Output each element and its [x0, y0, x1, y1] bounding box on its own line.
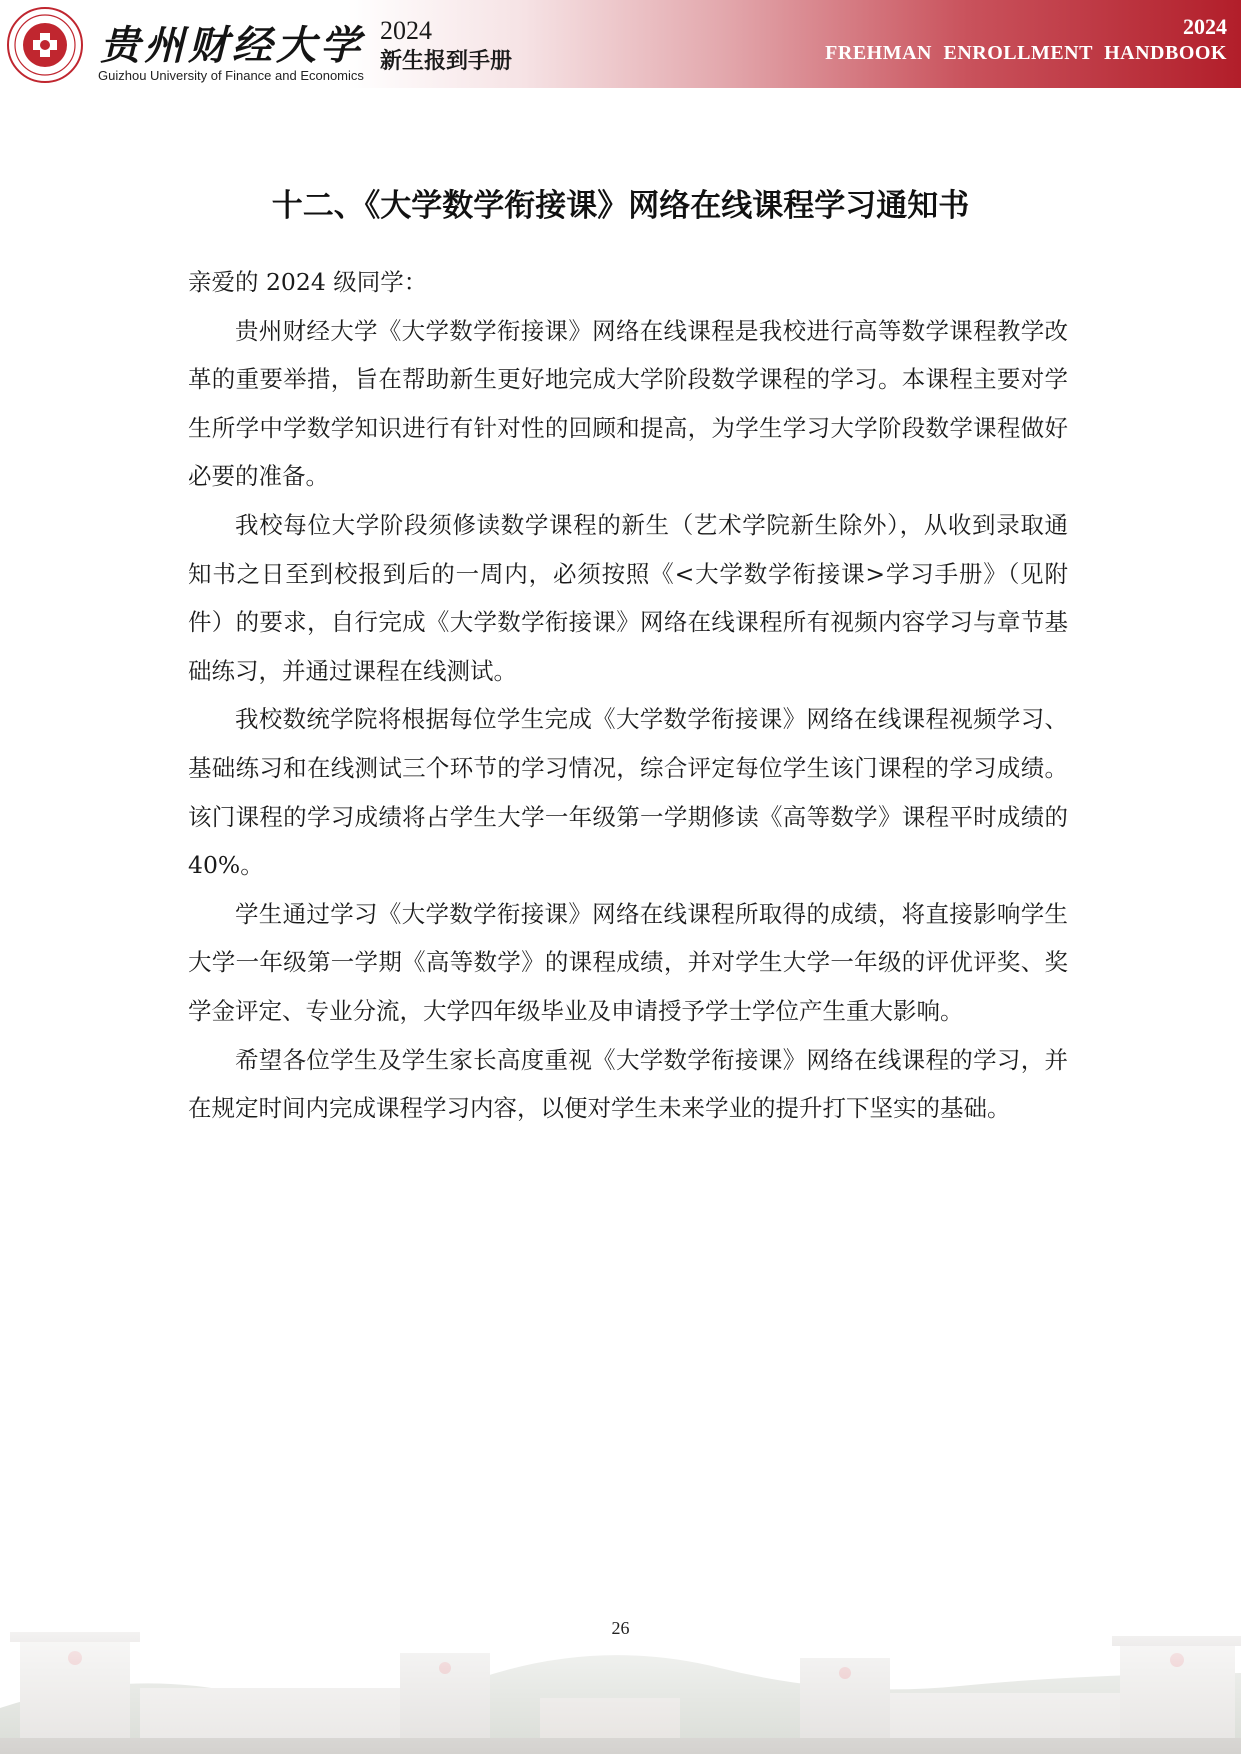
university-seal-icon	[6, 6, 84, 84]
page-header	[0, 0, 1241, 88]
paragraph-3: 我校数统学院将根据每位学生完成《大学数学衔接课》网络在线课程视频学习、基础练习和在线测试三个环节的学习情况，综合评定每位学生该门课程的学习成绩。该门课程的学习成绩将占学生大学一年级第一学期修读《高等数学》课程平时成绩的 40%。	[188, 705, 1068, 880]
page-number: 26	[611, 1618, 630, 1638]
university-name-en: Guizhou University of Finance and Economics	[98, 68, 364, 83]
paragraph-5: 希望各位学生及学生家长高度重视《大学数学衔接课》网络在线课程的学习，并在规定时间内完成课程学习内容，以便对学生未来学业的提升打下坚实的基础。	[188, 1045, 1068, 1123]
handbook-year-en: 2024	[1183, 14, 1227, 39]
university-name-cn: 贵州财经大学	[100, 22, 364, 69]
document-body	[188, 258, 1068, 1133]
paragraph-4: 学生通过学习《大学数学衔接课》网络在线课程所取得的成绩，将直接影响学生大学一年级第一学期《高等数学》的课程成绩，并对学生大学一年级的评优评奖、奖学金评定、专业分流，大学四年级毕业及申请授予学士学位产生重大影响。	[188, 899, 1068, 1025]
document-title: 十二、《大学数学衔接课》网络在线课程学习通知书	[271, 188, 970, 224]
handbook-year-cn: 2024	[380, 16, 432, 45]
handbook-title-en: FREHMAN ENROLLMENT HANDBOOK	[825, 42, 1227, 64]
paragraph-2: 我校每位大学阶段须修读数学课程的新生（艺术学院新生除外），从收到录取通知书之日至到校报到后的一周内，必须按照《<大学数学衔接课>学习手册》（见附件）的要求，自行完成《大学数学衔接课》网络在线课程所有视频内容学习与章节基础练习，并通过课程在线测试。	[188, 510, 1068, 685]
paragraph-1: 贵州财经大学《大学数学衔接课》网络在线课程是我校进行高等数学课程教学改革的重要举措，旨在帮助新生更好地完成大学阶段数学课程的学习。本课程主要对学生所学中学数学知识进行有针对性的回顾和提高，为学生学习大学阶段数学课程做好必要的准备。	[188, 316, 1068, 491]
handbook-title-cn: 新生报到手册	[380, 49, 513, 74]
greeting: 亲爱的 2024 级同学：	[188, 268, 428, 296]
